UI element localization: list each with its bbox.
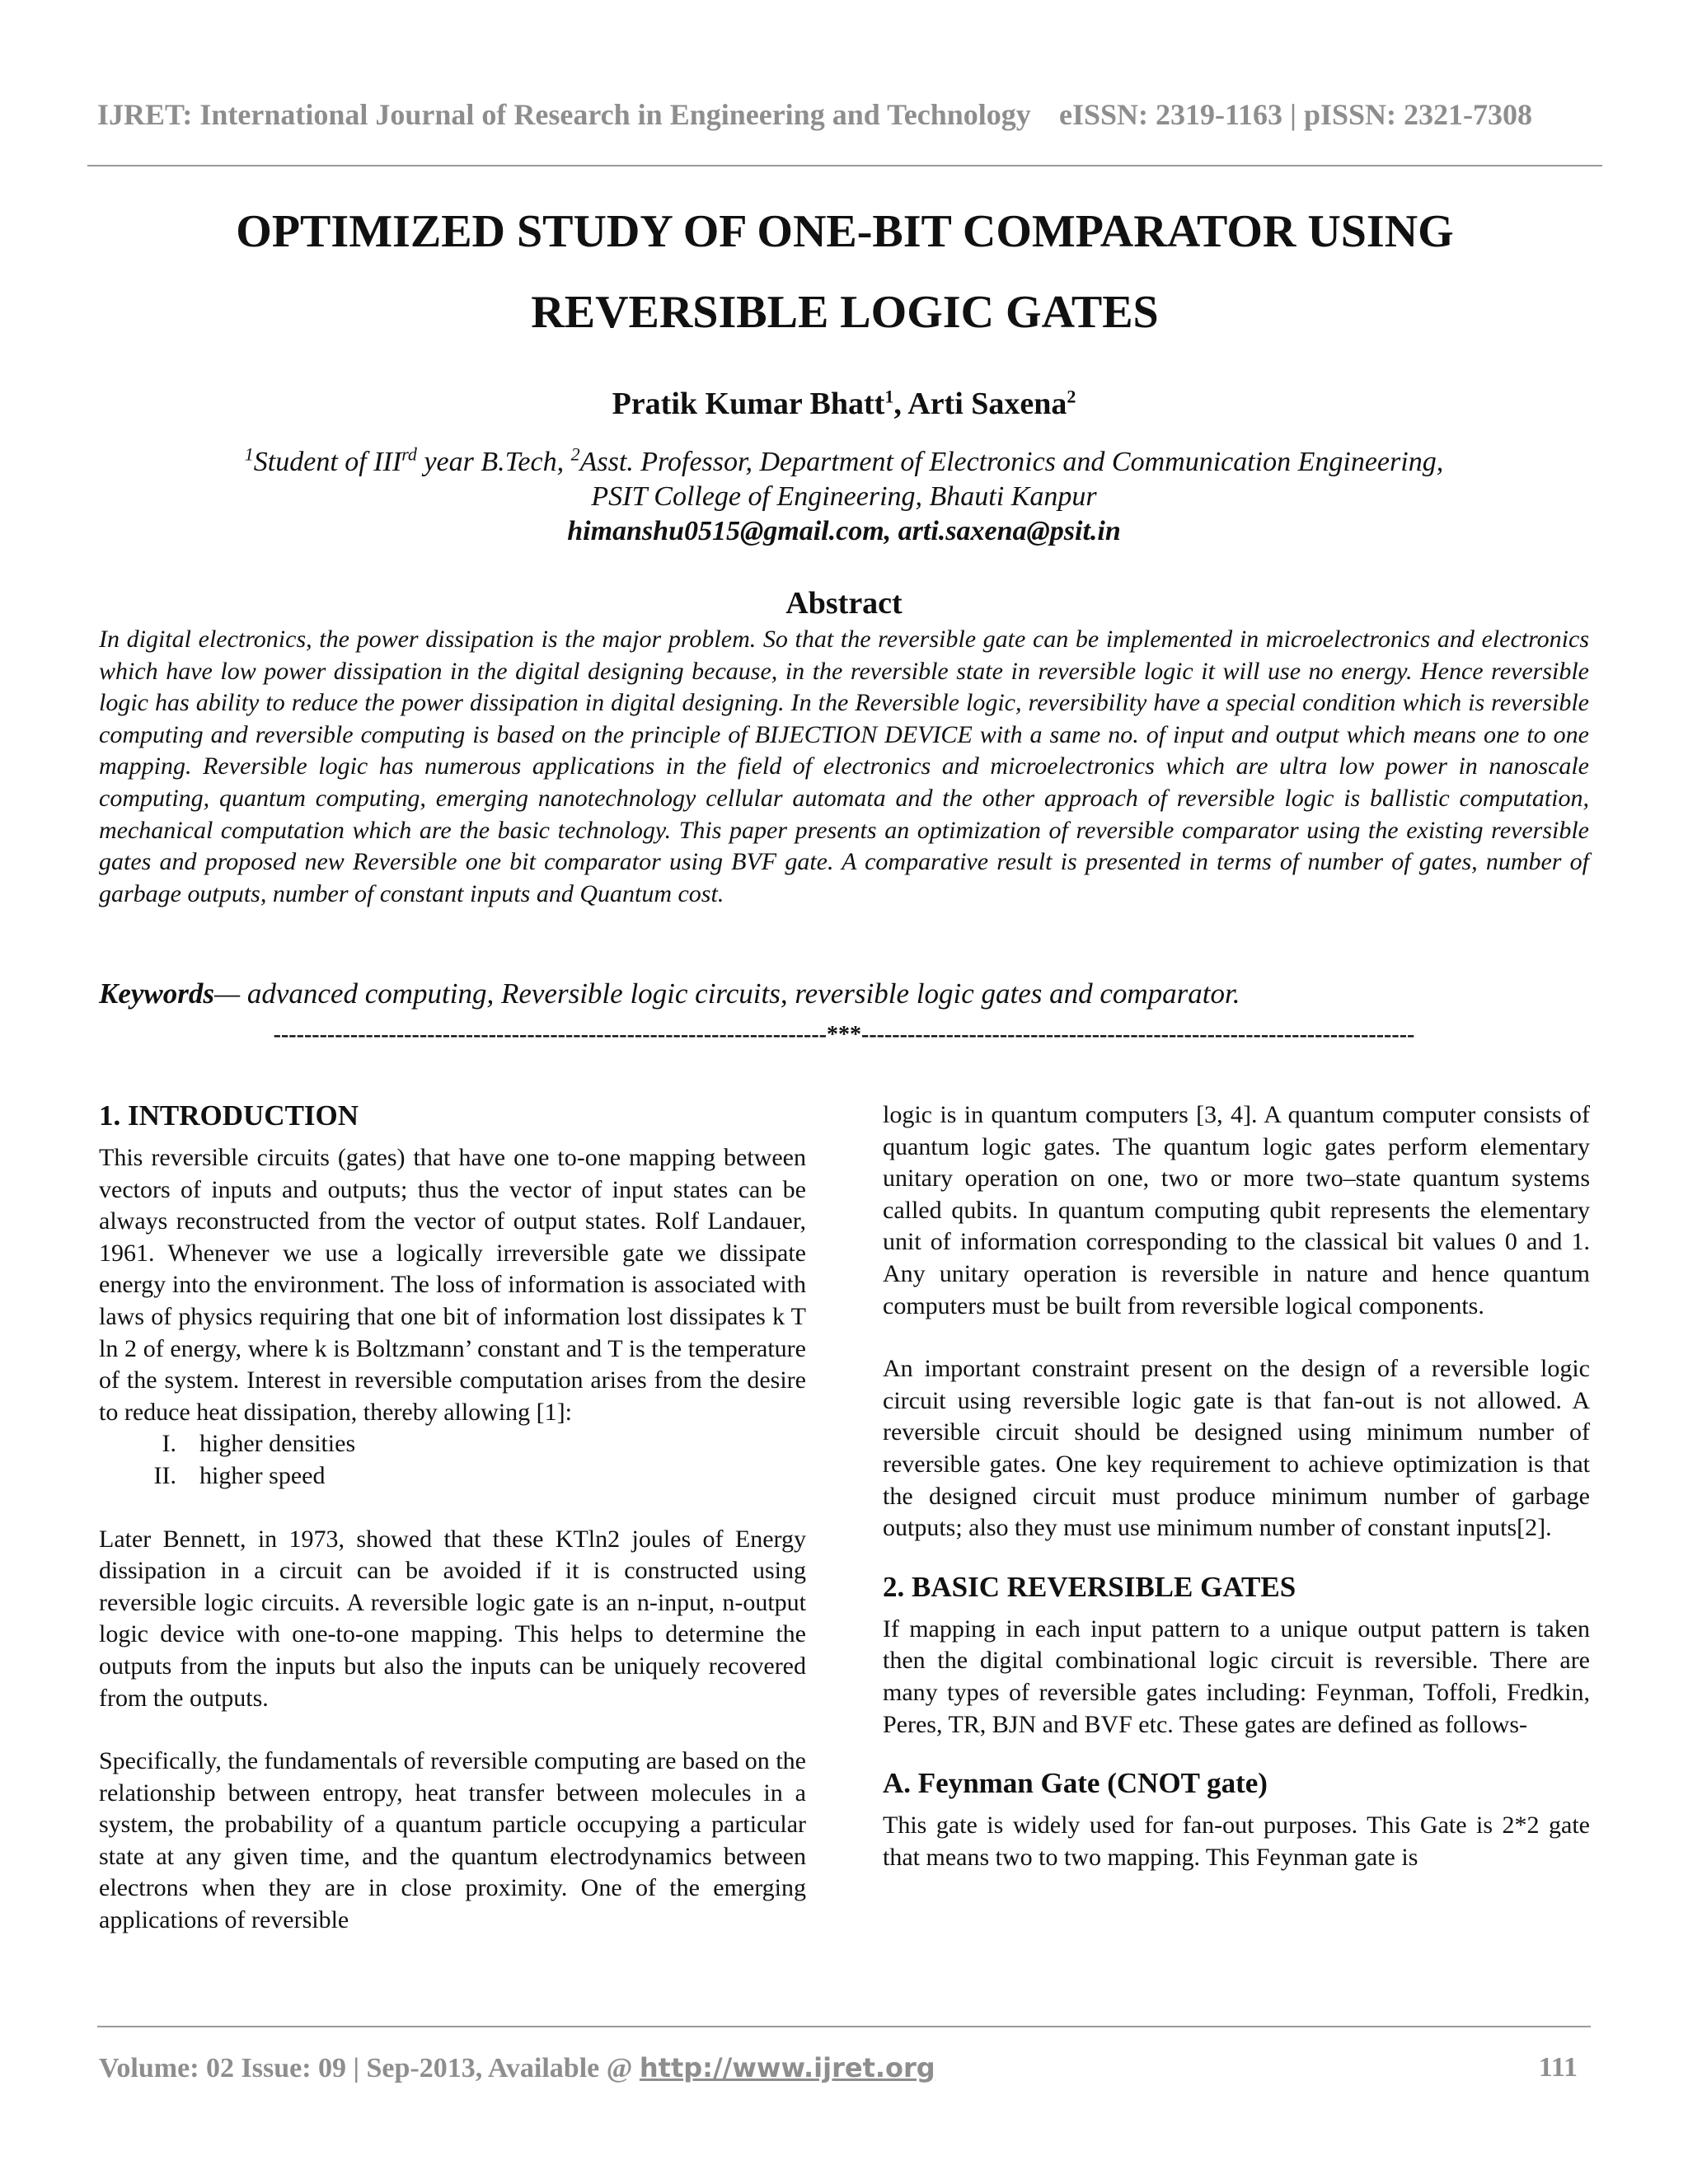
- author-separator: ,: [893, 387, 908, 421]
- right-paragraph-1: logic is in quantum computers [3, 4]. A quantum computer consists of quantum logic gates. The quantum logic gates perform elementary unitary operation on one, two or more two–state quantum systems called qubits. In quantum computing qubit represents the elementary unit of information corresponding to the classical bit values 0 and 1. Any unitary operation is reversible in nature and hence quantum computers must be built from reversible logical components.: [883, 1101, 1590, 1319]
- affiliation: [0, 445, 1688, 514]
- feynman-heading: A. Feynman Gate (CNOT gate): [883, 1767, 1268, 1800]
- right-paragraph-3: If mapping in each input pattern to a unique output pattern is taken then the digital combinational logic circuit is reversible. There are many types of reversible gates including: Feynman, Toffoli, Fredkin, Peres, TR, BJN and BVF etc. These gates are defined as follows-: [883, 1615, 1590, 1738]
- affiliation-line-2: PSIT College of Engineering, Bhauti Kanpur: [591, 481, 1097, 512]
- paper-title: OPTIMIZED STUDY OF ONE-BIT COMPARATOR USING REVERSIBLE LOGIC GATES: [236, 206, 1454, 338]
- author-1: Pratik Kumar Bhatt: [612, 387, 885, 421]
- issn: eISSN: 2319-1163 | pISSN: 2321-7308: [1059, 98, 1532, 131]
- benefit-list: [99, 1428, 806, 1492]
- author-1-sup: 1: [884, 386, 894, 407]
- intro-paragraph-2: Later Bennett, in 1973, showed that these KTln2 joules of Energy dissipation in a circuit can be avoided if it is constructed using reversible logic circuits. A reversible logic gate is an n-input, n-output logic device with one-to-one mapping. This helps to determine the outputs from the inputs but also the inputs can be uniquely recovered from the outputs.: [99, 1525, 806, 1712]
- intro-paragraph-1: This reversible circuits (gates) that have one to-one mapping between vectors of inputs and outputs; thus the vector of input states can be always reconstructed from the vector of output states. Rolf Landauer, 1961. Whenever we use a logically irreversible gate we dissipate energy into the environment. The loss of information is associated with laws of physics requiring that one bit of information lost dissipates k T ln 2 of energy, where k is Boltzmann’ constant and T is the temperature of the system. Interest in reversible computation arises from the desire to reduce heat dissipation, thereby allowing [1]:: [99, 1144, 806, 1426]
- intro-paragraph-3: Specifically, the fundamentals of reversible computing are based on the relationship between entropy, heat transfer between molecules in a system, the probability of a quantum particle occupying a particular state at any given time, and the quantum electrodynamics between electrons when they are in close proximity. One of the emerging applications of reversible: [99, 1747, 806, 1934]
- affiliation-line-1: $^1$Student of IIIrd year B.Tech, $^2$Asst. Professor, Department of Electronics and Communication Engineering,: [244, 443, 1444, 477]
- intro-heading: 1. INTRODUCTION: [99, 1099, 359, 1132]
- author-2: Arti Saxena: [907, 387, 1067, 421]
- page-footer: [99, 2052, 1589, 2084]
- journal-name: IJRET: International Journal of Research in Engineering and Technology: [97, 98, 1031, 131]
- right-column: [883, 1099, 1590, 1873]
- keywords: [99, 977, 1589, 1010]
- volume-info: Volume: 02 Issue: 09 | Sep-2013, Available @: [99, 2053, 640, 2083]
- author-emails: himanshu0515@gmail.com, arti.saxena@psit.in: [567, 516, 1121, 546]
- right-paragraph-4: This gate is widely used for fan-out purposes. This Gate is 2*2 gate that means two to two mapping. This Feynman gate is: [883, 1811, 1590, 1871]
- left-column: [99, 1098, 806, 1937]
- basic-gates-heading: 2. BASIC REVERSIBLE GATES: [883, 1570, 1296, 1603]
- right-paragraph-2: An important constraint present on the design of a reversible logic circuit using reversible logic gate is that fan-out is not allowed. A reversible circuit should be designed using minimum number of reversible gates. One key requirement to achieve optimization is that the designed circuit must produce minimum number of garbage outputs; also they must use minimum number of constant inputs[2].: [883, 1355, 1590, 1542]
- keywords-label: Keywords: [99, 977, 214, 1010]
- section-separator: ------------------------------------------------------------------------***------------------------------------------------------------------------: [273, 1022, 1415, 1047]
- abstract-text: In digital electronics, the power dissipation is the major problem. So that the reversible gate can be implemented in microelectronics and electronics which have low power dissipation in the digital designing because, in the reversible state in reversible logic it will use no energy. Hence reversible logic has ability to reduce the power dissipation in digital designing. In the Reversible logic, reversibility have a special condition which is reversible computing and reversible computing is based on the principle of BIJECTION DEVICE with a same no. of input and output which means one to one mapping. Reversible logic has numerous applications in the field of electronics and microelectronics which are ultra low power in nanoscale computing, quantum computing, emerging nanotechnology cellular automata and the other approach of reversible logic is ballistic computation, mechanical computation which are the basic technology. This paper presents an optimization of reversible comparator using the existing reversible gates and proposed new Reversible one bit comparator using BVF gate. A comparative result is presented in terms of number of gates, number of garbage outputs, number of constant inputs and Quantum cost.: [99, 626, 1589, 907]
- list-item: II. higher speed: [153, 1461, 326, 1489]
- list-item: I. higher densities: [162, 1430, 356, 1458]
- running-header: [97, 97, 1593, 132]
- author-2-sup: 2: [1067, 386, 1076, 407]
- page-number: 111: [1538, 2052, 1578, 2083]
- abstract-heading: Abstract: [785, 586, 903, 621]
- keywords-text: — advanced computing, Reversible logic circuits, reversible logic gates and comparator.: [214, 977, 1240, 1010]
- journal-link[interactable]: http://www.ijret.org: [639, 2052, 935, 2083]
- footer-rule: [97, 2026, 1591, 2027]
- authors: [0, 386, 1688, 422]
- header-rule: [87, 165, 1602, 166]
